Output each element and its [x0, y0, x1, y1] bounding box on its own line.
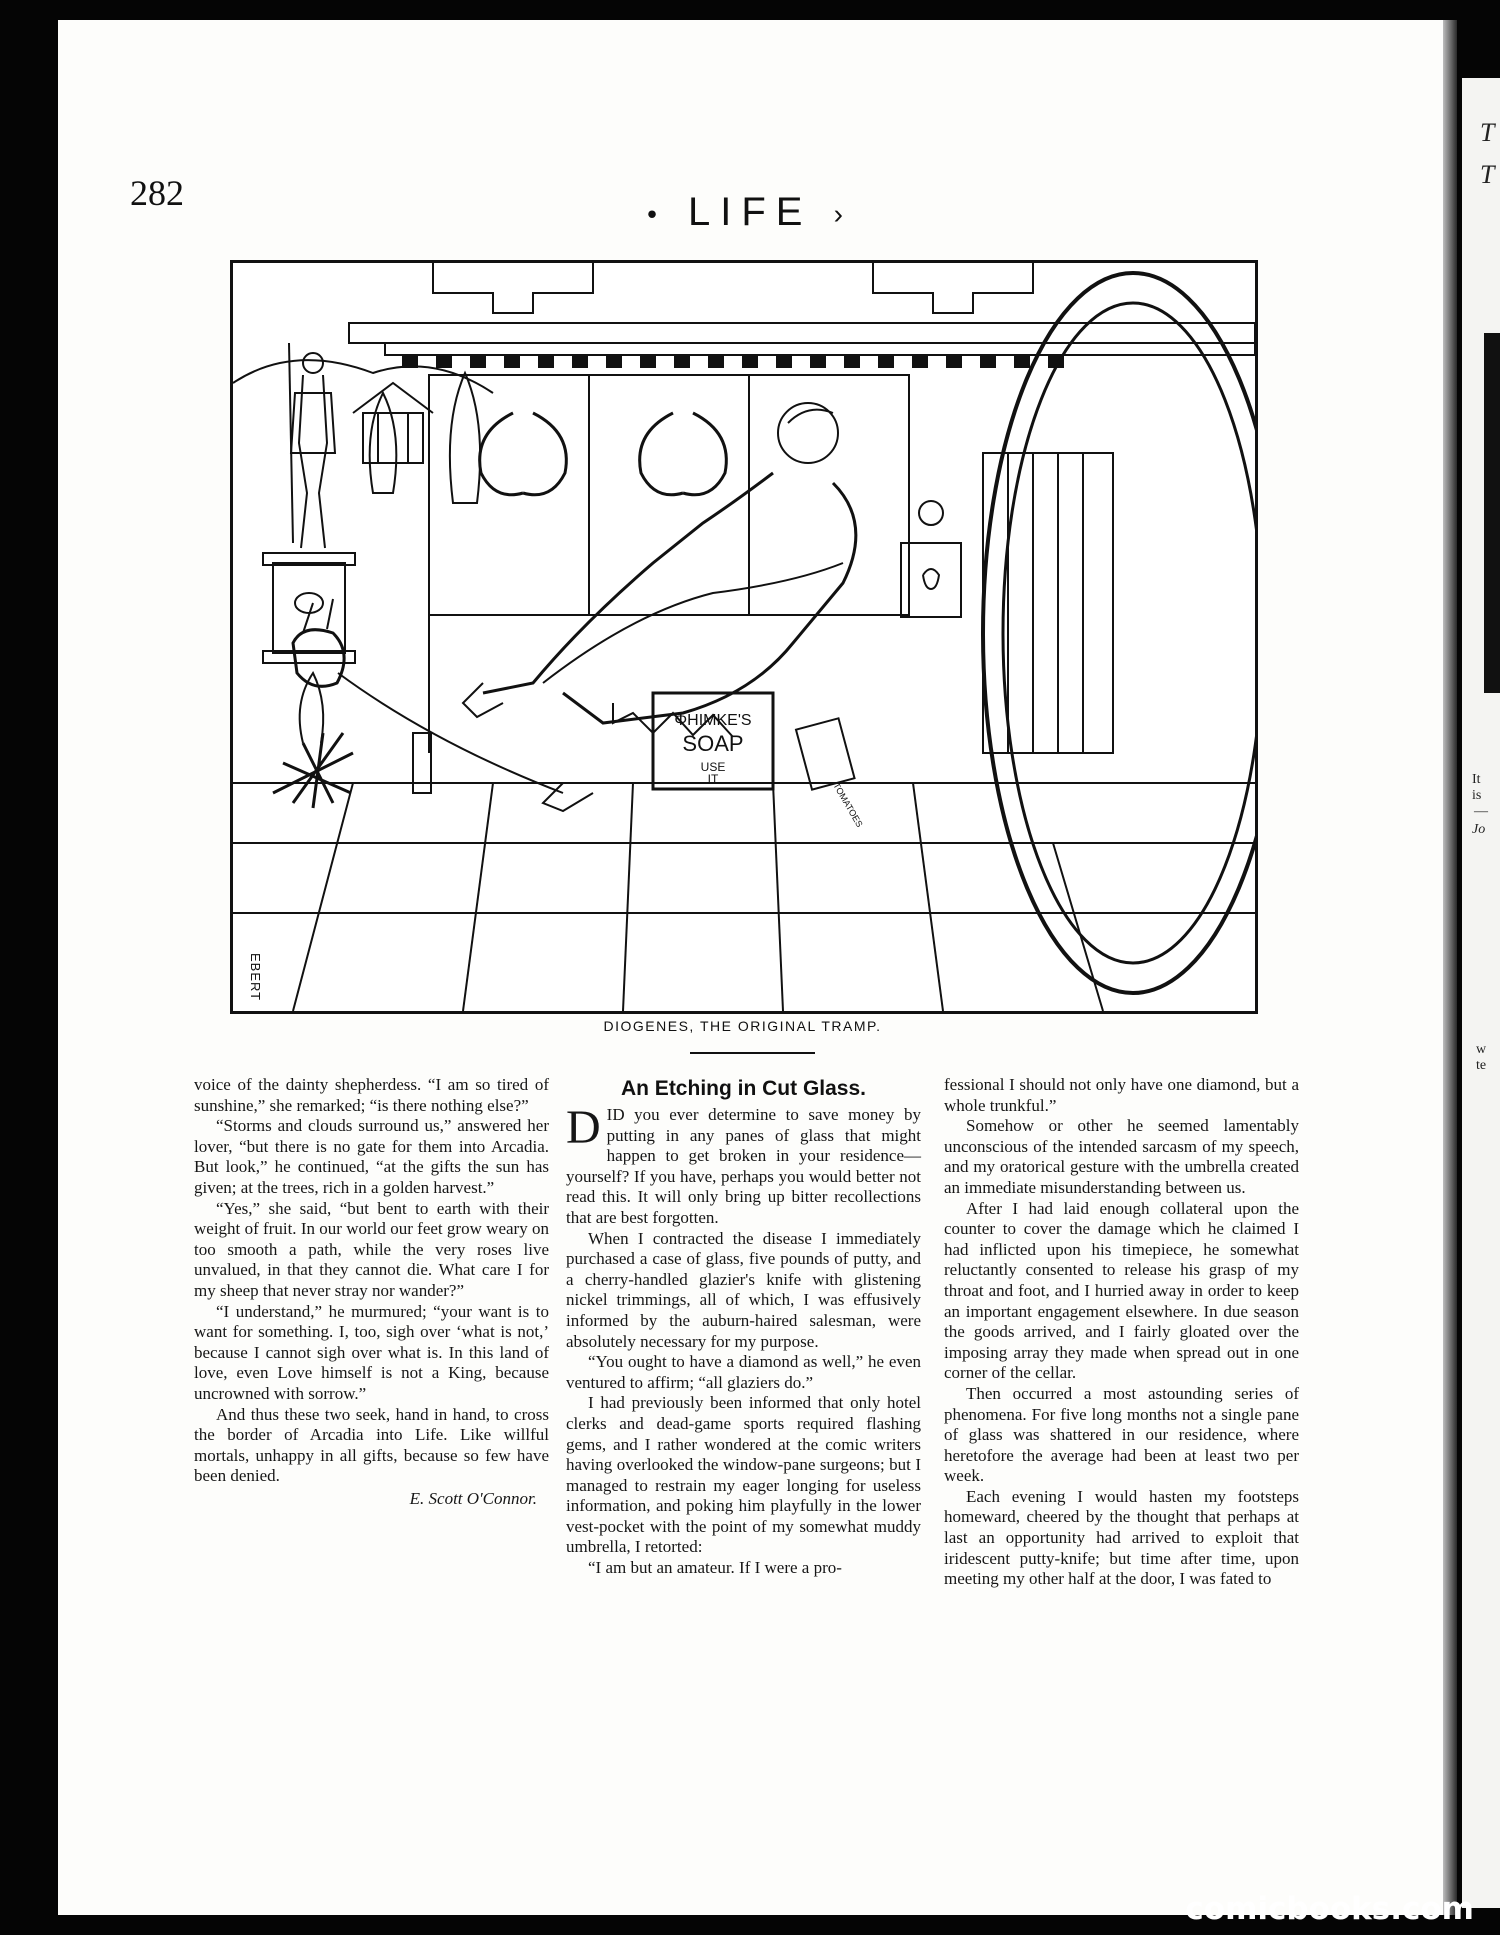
- adjacent-page-fragment: is: [1472, 788, 1482, 803]
- masthead-title: LIFE: [688, 190, 813, 234]
- adjacent-page-letter: T: [1480, 118, 1495, 147]
- adjacent-page-image: [1484, 333, 1500, 693]
- illustration-drawing: [233, 263, 1255, 1011]
- crate-label-line-3: USE: [700, 760, 726, 774]
- article-title: An Etching in Cut Glass.: [620, 1077, 867, 1100]
- crate-label-line-1: ΦΗΙΜΚΕ'S: [674, 712, 752, 729]
- column-left: [194, 1075, 549, 1509]
- paragraph: fessional I should not only have one diamond, but a whole trunkful.”: [944, 1075, 1299, 1115]
- adjacent-page-fragment: te: [1476, 1058, 1487, 1073]
- paragraph: [566, 1101, 921, 1229]
- page-number: 282: [130, 173, 184, 213]
- drop-cap: D: [566, 1101, 601, 1154]
- adjacent-page-fragment: —: [1474, 804, 1488, 819]
- paragraph: Then occurred a most astounding series of phenomena. For five long months not a single pane of glass was shattered in our residence, where heretofore the average had been at least two per week.: [944, 1383, 1299, 1486]
- adjacent-page-fragment: w: [1476, 1042, 1487, 1057]
- paragraph: voice of the dainty shepherdess. “I am so tired of sunshine,” she remarked; “is there nothing else?”: [194, 1075, 549, 1115]
- author-signature: E. Scott O'Connor.: [409, 1488, 537, 1508]
- artist-signature: EBERT: [248, 953, 263, 1002]
- paragraph: I had previously been informed that only hotel clerks and dead-game sports required flashing gems, and I rather wondered at the comic writers having overlooked the window-pane surgeons; but I managed to restrain my eager longing for useless information, and poking him playfully in the lower vest-pocket with the point of my somewhat muddy umbrella, I retorted:: [566, 1393, 921, 1557]
- crate-label-line-2: SOAP: [682, 731, 744, 756]
- paragraph: “You ought to have a diamond as well,” he even ventured to affirm; “all glaziers do.”: [566, 1352, 921, 1392]
- paragraph: And thus these two seek, hand in hand, to cross the border of Arcadia into Life. Like willful mortals, unhappy in all gifts, because so few have been denied.: [194, 1404, 549, 1486]
- crate-label-line-4: IT: [707, 772, 719, 786]
- illustration-caption: DIOGENES, THE ORIGINAL TRAMP.: [603, 1018, 882, 1034]
- paragraph: “I understand,” he murmured; “your want is to want for something. I, too, sigh over ‘what is not,’ because I cannot sigh over what is. In this land of love, even Love himself is not a King, because uncrowned with sorrow.”: [194, 1301, 549, 1403]
- page-gutter-shadow: [1443, 20, 1457, 1915]
- paragraph: “Yes,” she said, “but bent to earth with their weight of fruit. In our world our feet grow weary on too smooth a path, while the very roses live unvalued, in that they cannot die. What care I for my sheep that never stray nor wander?”: [194, 1198, 549, 1300]
- column-middle: [566, 1077, 921, 1579]
- can-label: TOMATOES: [831, 781, 865, 829]
- adjacent-page-letter: T: [1480, 160, 1495, 189]
- paragraph: “Storms and clouds surround us,” answered her lover, “but there is no gate for them into Arcadia. But look,” he continued, “at the gifts the sun has given; at the trees, rich in a golden harvest.”: [194, 1116, 549, 1197]
- column-right: [944, 1075, 1299, 1590]
- site-watermark: comicbooks.com: [1185, 1891, 1474, 1927]
- masthead: • LIFE ›: [647, 190, 853, 234]
- paragraph: After I had laid enough collateral upon the counter to cover the damage which he claimed I had inflicted upon his timepiece, he somewhat reluctantly consented to release his grasp of my throat and foot, and I hurried away in order to keep an important engagement elsewhere. In due season the goods arrived, and I fairly gloated over the imposing array they made when spread out in one corner of the cellar.: [944, 1198, 1299, 1383]
- diogenes-illustration: [230, 260, 1258, 1014]
- paragraph: “I am but an amateur. If I were a pro-: [588, 1558, 842, 1578]
- paragraph: Each evening I would hasten my footsteps homeward, cheered by the thought that perhaps at last an opportunity had arrived to exploit that iridescent putty-knife; but time after time, upon meeting my other half at the door, I was fated to: [944, 1486, 1299, 1589]
- adjacent-page-fragment: Jo: [1472, 822, 1486, 837]
- paragraph-text: ID you ever determine to save money by putting in any panes of glass that might happen to get broken in your residence—yourself? If you have, perhaps you would better not read this. It will only bring up bitter recollections that are best forgotten.: [566, 1105, 921, 1227]
- paragraph: Somehow or other he seemed lamentably unconscious of the intended sarcasm of my speech, and my oratorical gesture with the umbrella created an immediate misunderstanding between us.: [944, 1116, 1299, 1197]
- paragraph: When I contracted the disease I immediately purchased a case of glass, five pounds of putty, and a cherry-handled glazier's knife with glistening nickel trimmings, all of which, I was effusively informed by the auburn-haired salesman, were absolutely necessary for my purpose.: [566, 1228, 921, 1351]
- caption-rule: [690, 1052, 815, 1054]
- adjacent-page-fragment: It: [1472, 772, 1481, 787]
- adjacent-page: [1462, 78, 1500, 1908]
